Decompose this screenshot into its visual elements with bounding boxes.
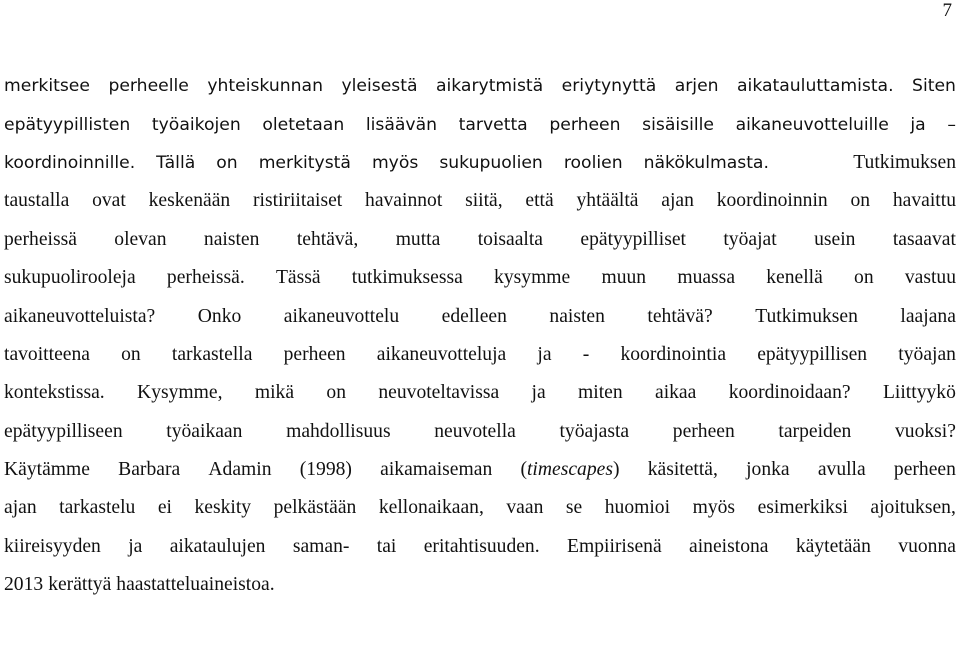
word: lisäävän: [365, 114, 438, 135]
word: epätyypilliset: [580, 228, 686, 250]
word: on: [326, 382, 346, 404]
word: olevan: [114, 228, 167, 250]
word: perheelle: [108, 76, 189, 97]
word: työajan: [898, 343, 956, 365]
word: haastatteluaineistoa.: [116, 574, 275, 596]
word: perheen: [893, 459, 956, 481]
word: on: [121, 343, 141, 365]
word: tehtävä?: [647, 305, 713, 327]
word: koordinoinnin: [716, 190, 828, 212]
word: vaan: [506, 497, 544, 519]
word: eritahtisuuden.: [423, 535, 540, 557]
word: keskity: [194, 497, 252, 519]
text-line: [4, 259, 956, 297]
word: (1998): [299, 459, 352, 481]
word: huomioi: [604, 497, 671, 519]
word: koordinointia: [620, 343, 727, 365]
word: epätyypilliseen: [4, 420, 123, 442]
word: perheissä: [4, 228, 77, 250]
text-line: [4, 489, 956, 527]
word: toisaalta: [477, 228, 543, 250]
word: koordinoidaan?: [728, 382, 851, 404]
word: se: [565, 497, 583, 519]
word: –: [947, 114, 956, 135]
word: perheissä.: [166, 267, 245, 289]
word: pelkästään: [273, 497, 357, 519]
word: on: [216, 152, 238, 173]
word: aikarytmistä: [435, 76, 544, 97]
word: Adamin: [208, 459, 272, 481]
word: merkitystä: [258, 152, 351, 173]
text-line: [4, 67, 956, 105]
word: taustalla: [4, 190, 70, 212]
word: on: [854, 267, 874, 289]
word: tavoitteena: [4, 343, 90, 365]
word: Käytämme: [4, 459, 90, 481]
word: näkökulmasta.: [643, 152, 769, 173]
word: työajat: [723, 228, 777, 250]
word: vuonna: [898, 535, 956, 557]
italic-term: timescapes: [526, 459, 613, 481]
word: yleisestä: [341, 76, 418, 97]
word: tarkastelu: [59, 497, 136, 519]
text-line: [4, 566, 956, 604]
word: aikaneuvotteluille: [735, 114, 889, 135]
word: oletetaan: [262, 114, 345, 135]
text-line: [4, 528, 956, 566]
word: naisten: [203, 228, 260, 250]
word: -: [582, 343, 590, 365]
word: Tutkimuksen: [853, 151, 956, 173]
word: Kysymme,: [137, 382, 223, 404]
word: Tällä: [156, 152, 196, 173]
word: neuvotella: [434, 420, 516, 442]
word: yhteiskunnan: [207, 76, 323, 97]
word: aikaneuvottelu: [283, 305, 400, 327]
word: myös: [371, 152, 419, 173]
word: aikaa: [655, 382, 697, 404]
word: perheen: [283, 343, 346, 365]
word: työajasta: [559, 420, 630, 442]
text-line: [4, 182, 956, 220]
word: aikaneuvotteluja: [376, 343, 507, 365]
word: kiireisyyden: [4, 535, 101, 557]
word: ajan: [661, 190, 694, 212]
word: jonka: [746, 459, 790, 481]
word: muassa: [677, 267, 736, 289]
word: Siten: [912, 76, 956, 97]
word: kerättyä: [48, 574, 112, 596]
word: tehtävä,: [296, 228, 359, 250]
word: tasaavat: [892, 228, 956, 250]
word: laajana: [900, 305, 956, 327]
word: on: [850, 190, 871, 212]
text-line: [4, 336, 956, 374]
word: naisten: [549, 305, 605, 327]
word: sukupuolirooleja: [4, 267, 136, 289]
word: työaikaan: [166, 420, 243, 442]
word: saman-: [292, 535, 350, 557]
word: tai: [376, 535, 397, 557]
word: merkitsee: [4, 76, 90, 97]
word: tarvetta: [458, 114, 528, 135]
word: ja: [537, 343, 552, 365]
word: perheen: [549, 114, 621, 135]
word: edelleen: [441, 305, 507, 327]
word: tarpeiden: [778, 420, 852, 442]
text-line: [4, 144, 956, 182]
body-text: [4, 67, 956, 604]
text-line: [4, 221, 956, 259]
word: aikamaiseman: [380, 459, 493, 481]
word: Liittyykö: [882, 382, 956, 404]
word: vastuu: [904, 267, 956, 289]
word: tarkastella: [171, 343, 253, 365]
word: kellonaikaan,: [378, 497, 484, 519]
word: Tässä: [275, 267, 321, 289]
word: Onko: [197, 305, 242, 327]
word: perheen: [672, 420, 735, 442]
word: Empiirisenä: [567, 535, 662, 557]
word: vuoksi?: [894, 420, 956, 442]
word: aikataulujen: [169, 535, 266, 557]
word: ristiriitaiset: [252, 190, 343, 212]
word: ajoituksen,: [870, 497, 956, 519]
word: koordinoinnille.: [4, 152, 136, 173]
word: neuvoteltavissa: [378, 382, 500, 404]
word: avulla: [817, 459, 866, 481]
word: ovat: [92, 190, 126, 212]
word: havaittu: [892, 190, 956, 212]
word: esimerkiksi: [757, 497, 848, 519]
word: ja: [128, 535, 143, 557]
word: ja: [910, 114, 926, 135]
word: muun: [601, 267, 647, 289]
word: eriytynyttä: [561, 76, 657, 97]
word: usein: [814, 228, 856, 250]
word: Barbara: [118, 459, 181, 481]
text-line: [4, 451, 956, 489]
word: 2013: [4, 574, 44, 596]
word: (timescapes): [520, 459, 620, 481]
word: ajan: [4, 497, 37, 519]
text-line: [4, 413, 956, 451]
word: roolien: [563, 152, 623, 173]
word: tutkimuksessa: [351, 267, 463, 289]
word: epätyypillisen: [757, 343, 868, 365]
word: mahdollisuus: [286, 420, 391, 442]
word: käsitettä,: [647, 459, 718, 481]
word: mutta: [395, 228, 441, 250]
word: aikatauluttamista.: [737, 76, 894, 97]
word: sisäisille: [642, 114, 714, 135]
text-line: [4, 374, 956, 412]
word: Tutkimuksen: [755, 305, 858, 327]
word: ja: [531, 382, 546, 404]
word: ei: [157, 497, 172, 519]
word: myös: [692, 497, 736, 519]
text-line: [4, 105, 956, 143]
word: aikaneuvotteluista?: [4, 305, 156, 327]
word: käytetään: [795, 535, 871, 557]
word: arjen: [674, 76, 719, 97]
word: epätyypillisten: [4, 114, 131, 135]
word: siitä,: [465, 190, 503, 212]
word: kysymme: [494, 267, 571, 289]
page-number: 7: [942, 0, 952, 21]
word: miten: [578, 382, 623, 404]
word: yhtäältä: [576, 190, 639, 212]
word: havainnot: [365, 190, 443, 212]
word: työaikojen: [151, 114, 241, 135]
text-line: [4, 297, 956, 335]
word: kenellä: [766, 267, 823, 289]
word: sukupuolien: [439, 152, 543, 173]
word: että: [525, 190, 554, 212]
word: keskenään: [148, 190, 231, 212]
word: kontekstissa.: [4, 382, 105, 404]
word: mikä: [254, 382, 295, 404]
word: aineistona: [689, 535, 769, 557]
